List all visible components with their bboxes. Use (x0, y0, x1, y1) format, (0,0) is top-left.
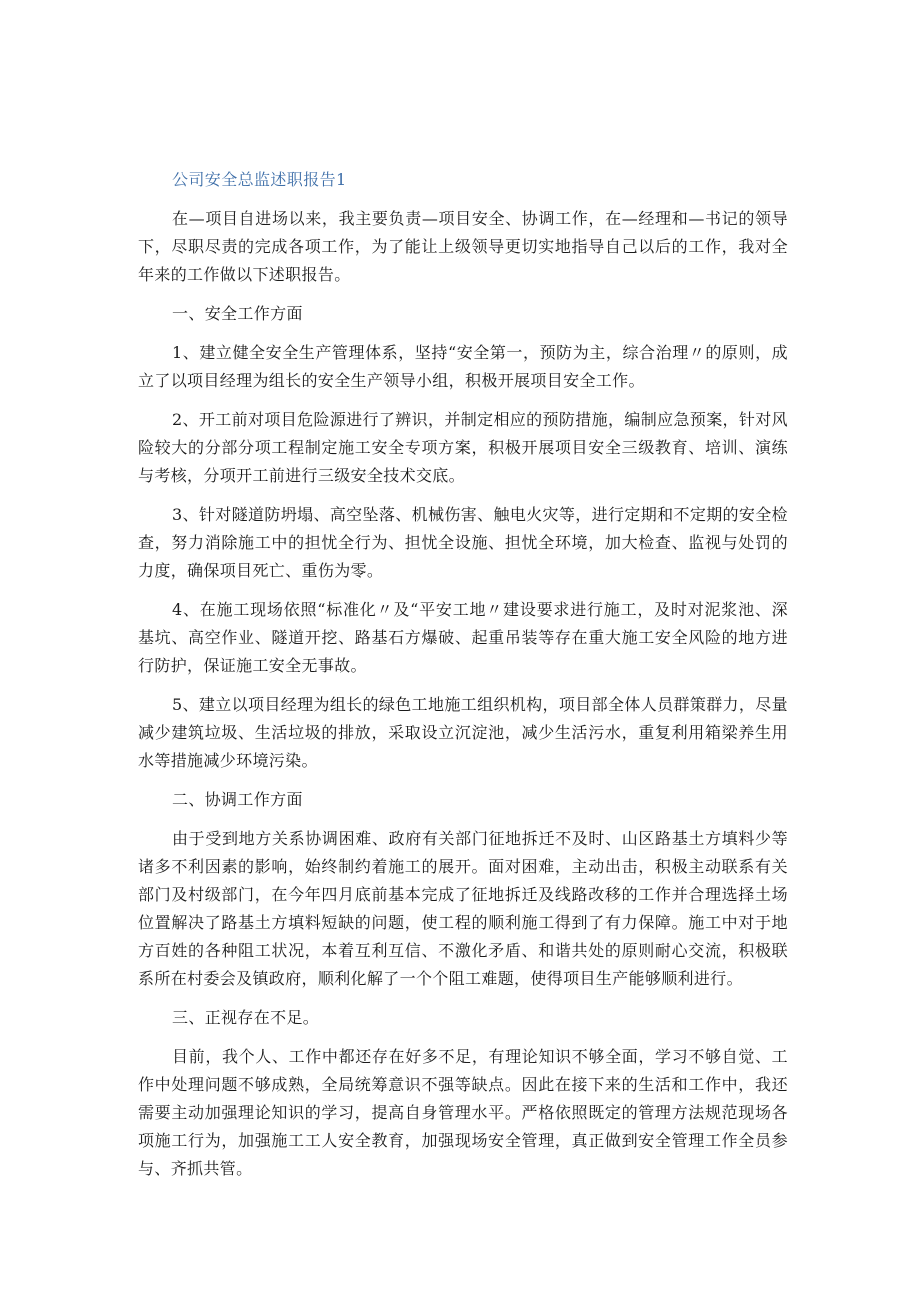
document-body (138, 166, 788, 1194)
section-heading-safety: 一、安全工作方面 (172, 304, 303, 323)
safety-item-5: 5、建立以项目经理为组长的绿色工地施工组织机构，项目部全体人员群策群力，尽量减少建筑垃圾、生活垃圾的排放，采取设立沉淀池，减少生活污水，重复利用箱梁养生用水等措施减少环境污染。 (138, 695, 788, 770)
intro-paragraph: 在—项目自进场以来，我主要负责—项目安全、协调工作，在—经理和—书记的领导下，尽职尽责的完成各项工作，为了能让上级领导更切实地指导自己以后的工作，我对全年来的工作做以下述职报告。 (138, 209, 788, 284)
shortcomings-paragraph: 目前，我个人、工作中都还存在好多不足，有理论知识不够全面，学习不够自觉、工作中处理问题不够成熟，全局统筹意识不强等缺点。因此在接下来的生活和工作中，我还需要主动加强理论知识的学习，提高自身管理水平。严格依照既定的管理方法规范现场各项施工行为，加强施工工人安全教育，加强现场安全管理，真正做到安全管理工作全员参与、齐抓共管。 (138, 1047, 788, 1178)
safety-item-3: 3、针对隧道防坍塌、高空坠落、机械伤害、触电火灾等，进行定期和不定期的安全检查，努力消除施工中的担忧全行为、担忧全设施、担忧全环境，加大检查、监视与处罚的力度，确保项目死亡、重伤为零。 (138, 505, 788, 580)
section-heading-shortcomings: 三、正视存在不足。 (172, 1008, 320, 1027)
coordination-paragraph: 由于受到地方关系协调困难、政府有关部门征地拆迁不及时、山区路基土方填料少等诸多不利因素的影响，始终制约着施工的展开。面对困难，主动出击，积极主动联系有关部门及村级部门，在今年四月底前基本完成了征地拆迁及线路改移的工作并合理选择土场位置解决了路基土方填料短缺的问题，使工程的顺利施工得到了有力保障。施工中对于地方百姓的各种阻工状况，本着互利互信、不激化矛盾、和谐共处的原则耐心交流，积极联系所在村委会及镇政府，顺利化解了一个个阻工难题，使得项目生产能够顺利进行。 (138, 829, 788, 988)
safety-item-1: 1、建立健全安全生产管理体系，坚持“安全第一，预防为主，综合治理〃的原则，成立了以项目经理为组长的安全生产领导小组，积极开展项目安全工作。 (138, 343, 788, 390)
safety-item-4: 4、在施工现场依照“标准化〃及“平安工地〃建设要求进行施工，及时对泥浆池、深基坑、高空作业、隧道开挖、路基石方爆破、起重吊装等存在重大施工安全风险的地方进行防护，保证施工安全无事故。 (138, 600, 788, 675)
document-title: 公司安全总监述职报告1 (172, 170, 347, 189)
safety-item-2: 2、开工前对项目危险源进行了辨识，并制定相应的预防措施，编制应急预案，针对风险较大的分部分项工程制定施工安全专项方案，积极开展项目安全三级教育、培训、演练与考核，分项开工前进行三级安全技术交底。 (138, 410, 788, 485)
section-heading-coordination: 二、协调工作方面 (172, 790, 303, 809)
